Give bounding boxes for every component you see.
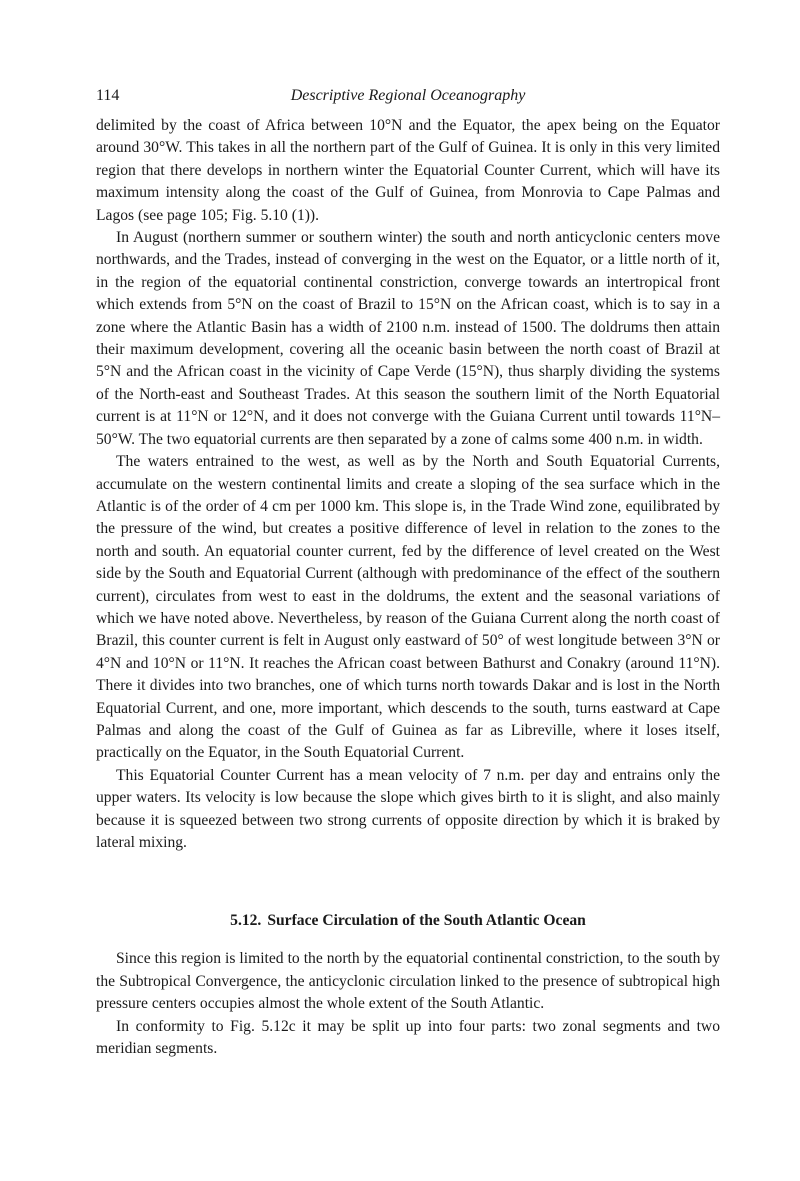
paragraph-four-parts: In conformity to Fig. 5.12c it may be split up into four parts: two zonal segments and two meridian segments.	[96, 1017, 720, 1058]
section-number: 5.12.	[230, 912, 262, 930]
paragraph-continued: delimited by the coast of Africa between 10°N and the Equator, the apex being on the Equator around 30°W. This takes in all the northern part of the Gulf of Guinea. It is only in this very limited region that there develops in northern winter the Equatorial Counter Current, which will have its maximum intensity along the coast of the Gulf of Guinea, from Monrovia to Cape Palmas and Lagos (see page 105; Fig. 5.10 (1)).	[96, 117, 720, 224]
paragraph-august-circulation: In August (northern summer or southern winter) the south and north anticyclonic centers move northwards, and the Trades, instead of converging in the west on the Equator, or a little north of it, in the region of the equatorial continental constriction, converge towards an intertropical front which extends from 5°N on the coast of Brazil to 15°N on the African coast, which is to say in a zone where the Atlantic Basin has a width of 2100 n.m. instead of 1500. The doldrums then attain their maximum development, covering all the oceanic basin between the north coast of Brazil at 5°N and the African coast in the vicinity of Cape Verde (15°N), thus sharply dividing the systems of the North-east and Southeast Trades. At this season the southern limit of the North Equatorial current is at 11°N or 12°N, and it does not converge with the Guiana Current until towards 11°N–50°W. The two equatorial currents are then separated by a zone of calms some 400 n.m. in width.	[96, 229, 720, 448]
book-page	[96, 84, 720, 1060]
paragraph-south-atlantic-intro: Since this region is limited to the north by the equatorial continental constriction, to the south by the Subtropical Convergence, the anticyclonic circulation linked to the presence of subtropical high pressure centers occupies almost the whole extent of the South Atlantic.	[96, 950, 720, 1013]
running-title: Descriptive Regional Oceanography	[290, 87, 526, 104]
running-head	[96, 84, 720, 108]
body-text	[96, 115, 720, 1060]
paragraph-counter-current-velocity: This Equatorial Counter Current has a mean velocity of 7 n.m. per day and entrains only the upper waters. Its velocity is low because the slope which gives birth to it is slight, and also mainly because it is squeezed between two strong currents of opposite direction by which it is braked by lateral mixing.	[96, 766, 720, 851]
page-number: 114	[96, 87, 120, 104]
section-title: Surface Circulation of the South Atlantic Ocean	[267, 912, 586, 930]
paragraph-counter-current: The waters entrained to the west, as well as by the North and South Equatorial Currents, accumulate on the western continental limits and create a sloping of the sea surface which in the Atlantic is of the order of 4 cm per 1000 km. This slope is, in the Trade Wind zone, equilibrated by the pressure of the wind, but creates a positive difference of level in relation to the zones to the north and south. An equatorial counter current, fed by the difference of level created on the West side by the South and Equatorial Current (although with predominance of the effect of the southern current), circulates from west to east in the doldrums, the extent and the seasonal variations of which we have noted above. Nevertheless, by reason of the Guiana Current along the north coast of Brazil, this counter current is felt in August only eastward of 50° of west longitude between 3°N or 4°N and 10°N or 11°N. It reaches the African coast between Bathurst and Conakry (around 11°N). There it divides into two branches, one of which turns north towards Dakar and is lost in the North Equatorial Current, and one, more important, which descends to the south, turns eastward at Cape Palmas and along the coast of the Gulf of Guinea as far as Libreville, where it loses itself, practically on the Equator, in the South Equatorial Current.	[96, 453, 720, 762]
section-heading	[96, 910, 720, 932]
